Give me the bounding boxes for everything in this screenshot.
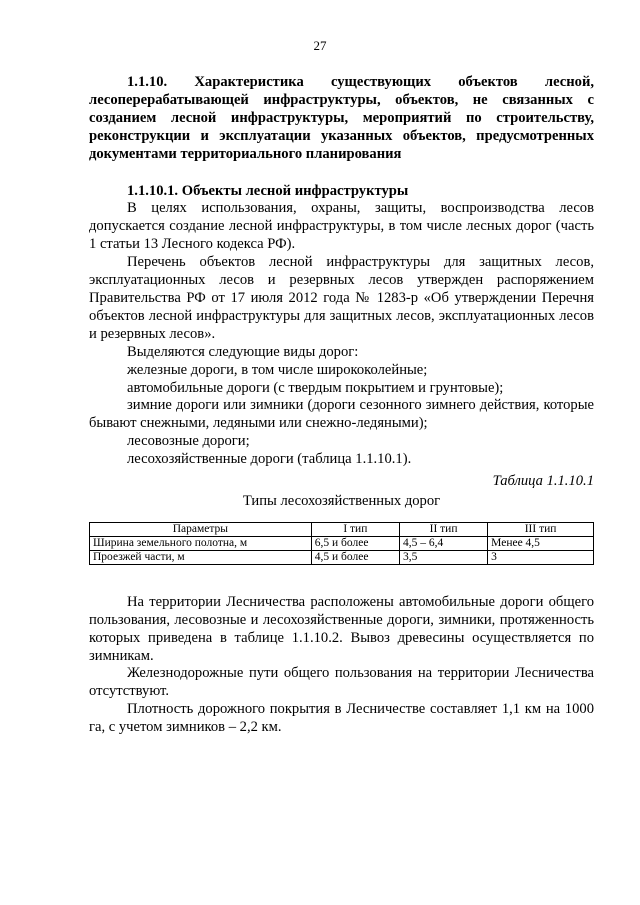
table-row — [90, 536, 594, 550]
table-cell: 3 — [488, 550, 594, 564]
road-type-item: лесовозные дороги; — [127, 433, 250, 450]
table-header-cell: II тип — [399, 522, 487, 536]
road-types-table — [89, 522, 594, 565]
table-cell: Ширина земельного полотна, м — [90, 536, 312, 550]
page-content — [89, 74, 594, 737]
table-cell: 4,5 – 6,4 — [399, 536, 487, 550]
subsection-title: 1.1.10.1. Объекты лесной инфраструктуры — [127, 182, 409, 199]
table-header-cell: Параметры — [90, 522, 312, 536]
table-header-cell: I тип — [311, 522, 399, 536]
paragraph-roads-present: На территории Лесничества расположены автомобильные дороги общего пользования, лесовозные и лесохозяйственные дороги, зимники, протяженность которых приведена в таблице 1.1.10.2. Вывоз древесины осуществляется по зимникам. — [89, 593, 594, 664]
table-row — [90, 550, 594, 564]
paragraph-railways: Железнодорожные пути общего пользования на территории Лесничества отсутствуют. — [89, 665, 594, 700]
table-cell: Менее 4,5 — [488, 536, 594, 550]
section-title: 1.1.10. Характеристика существующих объектов лесной, лесоперерабатывающей инфраструктуры, объектов, не связанных с созданием лесной инфраструктуры, мероприятий по строительству, реконструкции и эксплуатации указанных объектов, предусмотренных документами территориального планирования — [89, 74, 594, 162]
road-type-item: железные дороги, в том числе ширококолейные; — [127, 361, 428, 378]
table-header-cell: III тип — [488, 522, 594, 536]
page-number: 27 — [313, 38, 327, 53]
road-type-item: автомобильные дороги (с твердым покрытием и грунтовые); — [127, 379, 504, 396]
paragraph-purpose: В целях использования, охраны, защиты, воспроизводства лесов допускается создание лесной инфраструктуры, в том числе лесных дорог (часть 1 статьи 13 Лесного кодекса РФ). — [89, 200, 594, 253]
road-type-item: зимние дороги или зимники (дороги сезонного зимнего действия, которые бывают снежными, ледяными или снежно-ледяными); — [89, 397, 594, 432]
table-cell: 3,5 — [399, 550, 487, 564]
table-title: Типы лесохозяйственных дорог — [242, 492, 441, 509]
table-header-row — [90, 522, 594, 536]
table-label: Таблица 1.1.10.1 — [492, 473, 594, 490]
table-cell: 4,5 и более — [311, 550, 399, 564]
paragraph-road-types-intro: Выделяются следующие виды дорог: — [127, 343, 359, 360]
paragraph-road-density: Плотность дорожного покрытия в Лесничестве составляет 1,1 км на 1000 га, с учетом зимников – 2,2 км. — [89, 701, 594, 736]
table-cell: Проезжей части, м — [90, 550, 312, 564]
paragraph-decree: Перечень объектов лесной инфраструктуры для защитных лесов, эксплуатационных лесов и резервных лесов утвержден распоряжением Правительства РФ от 17 июля 2012 года № 1283-р «Об утверждении Перечня объектов лесной инфраструктуры для защитных лесов, эксплуатационных лесов и резервных лесов». — [89, 254, 594, 342]
road-type-item: лесохозяйственные дороги (таблица 1.1.10.1). — [127, 451, 412, 468]
table-cell: 6,5 и более — [311, 536, 399, 550]
